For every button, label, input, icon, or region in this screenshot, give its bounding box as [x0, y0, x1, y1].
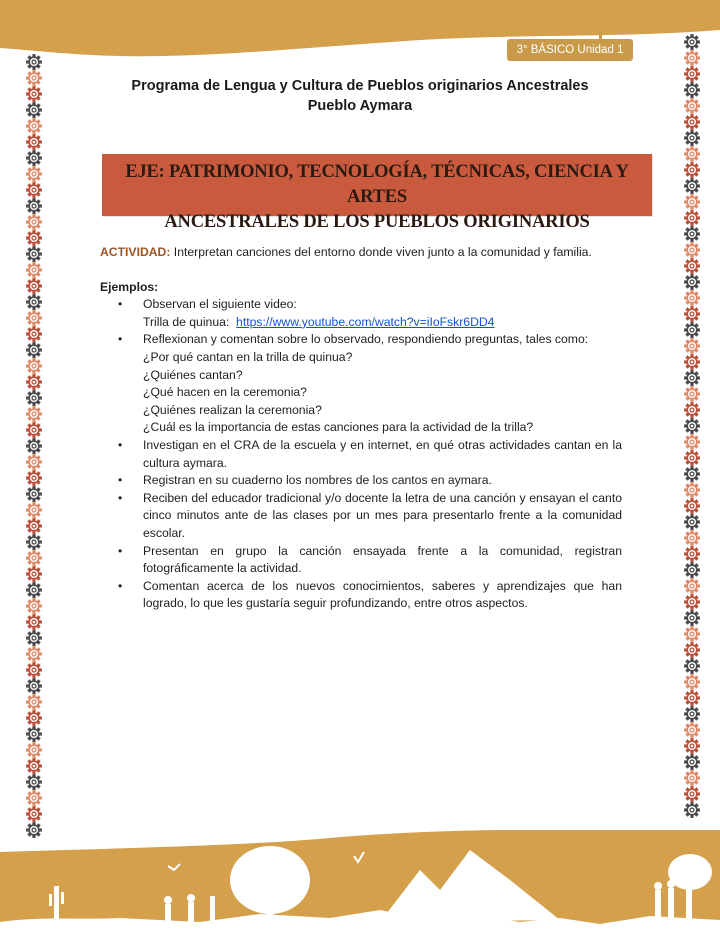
list-item-text: Reciben del educador tradicional y/o docente la letra de una canción y ensayan el canto cinco minutos ante de las clases por un mes para presentarlo frente a la comunidad escolar.: [143, 490, 622, 540]
gear-ornament-icon: [684, 674, 700, 690]
gear-ornament-icon: [26, 102, 42, 118]
gear-ornament-icon: [26, 118, 42, 134]
gear-ornament-icon: [26, 470, 42, 486]
gear-ornament-icon: [26, 710, 42, 726]
gear-ornament-icon: [684, 322, 700, 338]
bullet-icon: •: [118, 297, 123, 312]
question: ¿Cuál es la importancia de estas canciones para la actividad de la trilla?: [143, 420, 534, 435]
list-item-text: Presentan en grupo la canción ensayada frente a la comunidad, registran fotográficamente la actividad.: [143, 543, 622, 576]
examples-heading: Ejemplos:: [100, 279, 159, 294]
video-line: [143, 314, 622, 332]
list-item: [100, 437, 622, 472]
gear-ornament-icon: [26, 198, 42, 214]
gear-ornament-icon: [684, 98, 700, 114]
bullet-icon: •: [118, 437, 123, 452]
gear-ornament-icon: [26, 454, 42, 470]
gear-ornament-icon: [26, 518, 42, 534]
gear-ornament-icon: [684, 258, 700, 274]
gear-ornament-icon: [684, 306, 700, 322]
gear-ornament-icon: [684, 642, 700, 658]
video-link[interactable]: https://www.youtube.com/watch?v=iIoFskr6DD4: [236, 314, 495, 329]
program-title: [100, 76, 620, 116]
gear-ornament-icon: [684, 274, 700, 290]
gear-ornament-icon: [684, 130, 700, 146]
list-item: [100, 472, 622, 490]
program-title-line1: Programa de Lengua y Cultura de Pueblos originarios Ancestrales: [131, 78, 589, 94]
gear-ornament-icon: [684, 434, 700, 450]
gear-ornament-icon: [684, 418, 700, 434]
footer-landscape-band: [0, 830, 720, 932]
gear-ornament-icon: [26, 806, 42, 822]
gear-ornament-icon: [684, 354, 700, 370]
gear-ornament-icon: [684, 738, 700, 754]
gear-ornament-icon: [684, 690, 700, 706]
gear-ornament-icon: [26, 774, 42, 790]
gear-ornament-icon: [684, 722, 700, 738]
list-item: [100, 578, 622, 613]
gear-ornament-icon: [26, 214, 42, 230]
gear-ornament-icon: [26, 550, 42, 566]
gear-ornament-icon: [26, 726, 42, 742]
gear-ornament-icon: [26, 310, 42, 326]
gear-ornament-icon: [684, 50, 700, 66]
list-item-text: Observan el siguiente video:: [143, 297, 297, 312]
gear-ornament-icon: [26, 422, 42, 438]
gear-ornament-icon: [26, 502, 42, 518]
gear-ornament-icon: [684, 754, 700, 770]
list-item: [100, 296, 622, 331]
gear-ornament-icon: [26, 438, 42, 454]
gear-ornament-icon: [26, 534, 42, 550]
list-item: [100, 331, 622, 437]
gear-ornament-icon: [26, 230, 42, 246]
examples-list: [100, 296, 622, 613]
bullet-icon: •: [118, 490, 123, 505]
gear-ornament-icon: [684, 626, 700, 642]
activity-label: ACTIVIDAD:: [100, 245, 171, 259]
gear-ornament-icon: [26, 694, 42, 710]
gear-ornament-icon: [684, 370, 700, 386]
gear-ornament-icon: [684, 82, 700, 98]
question: ¿Quiénes cantan?: [143, 367, 243, 382]
gear-ornament-icon: [684, 802, 700, 818]
gear-ornament-icon: [684, 34, 700, 50]
bullet-icon: •: [118, 473, 123, 488]
list-item-text: Registran en su cuaderno los nombres de los cantos en aymara.: [143, 473, 492, 488]
gear-ornament-icon: [684, 450, 700, 466]
gear-ornament-icon: [26, 150, 42, 166]
activity-paragraph: [100, 244, 622, 262]
list-item-text: Investigan en el CRA de la escuela y en internet, en qué otras actividades cantan en la cultura aymara.: [143, 437, 622, 470]
gear-ornament-icon: [26, 406, 42, 422]
gear-ornament-icon: [684, 498, 700, 514]
gear-ornament-icon: [684, 66, 700, 82]
gear-ornament-icon: [26, 342, 42, 358]
gear-ornament-icon: [684, 226, 700, 242]
gear-ornament-icon: [684, 482, 700, 498]
gear-ornament-icon: [684, 706, 700, 722]
gear-ornament-icon: [26, 294, 42, 310]
gear-ornament-icon: [684, 578, 700, 594]
bullet-icon: •: [118, 543, 123, 558]
gear-ornament-icon: [684, 242, 700, 258]
gear-ornament-icon: [684, 562, 700, 578]
question: ¿Qué hacen en la ceremonia?: [143, 385, 307, 400]
gear-ornament-icon: [684, 178, 700, 194]
activity-content: [100, 244, 622, 613]
gear-ornament-icon: [684, 146, 700, 162]
gear-ornament-icon: [684, 114, 700, 130]
eje-banner: [102, 154, 652, 232]
gear-ornament-icon: [684, 466, 700, 482]
gear-ornament-icon: [684, 770, 700, 786]
gear-ornament-icon: [684, 610, 700, 626]
bullet-icon: •: [118, 332, 123, 347]
gear-ornament-icon: [684, 210, 700, 226]
list-item: [100, 490, 622, 543]
gear-ornament-icon: [26, 758, 42, 774]
unit-badge: 3° BÁSICO Unidad 1: [507, 39, 633, 61]
gear-ornament-icon: [684, 594, 700, 610]
video-label: Trilla de quinua:: [143, 314, 237, 329]
gear-ornament-icon: [26, 374, 42, 390]
gear-ornament-icon: [26, 358, 42, 374]
gear-ornament-icon: [26, 390, 42, 406]
gear-ornament-icon: [26, 54, 42, 70]
gear-ornament-icon: [26, 566, 42, 582]
gear-ornament-icon: [684, 162, 700, 178]
gear-ornament-icon: [26, 86, 42, 102]
gear-ornament-icon: [26, 182, 42, 198]
gear-ornament-icon: [684, 338, 700, 354]
question: ¿Quiénes realizan la ceremonia?: [143, 402, 322, 417]
activity-text: Interpretan canciones del entorno donde viven junto a la comunidad y familia.: [170, 245, 592, 259]
gear-ornament-icon: [26, 134, 42, 150]
gear-ornament-icon: [26, 662, 42, 678]
gear-ornament-icon: [26, 678, 42, 694]
gear-ornament-icon: [26, 278, 42, 294]
eje-line2: ANCESTRALES DE LOS PUEBLOS ORIGINARIOS: [164, 212, 590, 232]
gear-ornament-icon: [684, 402, 700, 418]
gear-ornament-icon: [26, 630, 42, 646]
gear-ornament-icon: [684, 546, 700, 562]
gear-ornament-icon: [26, 486, 42, 502]
program-title-line2: Pueblo Aymara: [307, 98, 413, 114]
list-item-text: Reflexionan y comentan sobre lo observado, respondiendo preguntas, tales como:: [143, 332, 589, 347]
gear-ornament-icon: [684, 530, 700, 546]
left-decorative-border: [24, 54, 44, 838]
eje-line1: EJE: PATRIMONIO, TECNOLOGÍA, TÉCNICAS, CIENCIA Y ARTES: [125, 162, 629, 207]
question: ¿Por qué cantan en la trilla de quinua?: [143, 349, 353, 364]
gear-ornament-icon: [684, 194, 700, 210]
gear-ornament-icon: [26, 614, 42, 630]
gear-ornament-icon: [26, 598, 42, 614]
gear-ornament-icon: [26, 246, 42, 262]
gear-ornament-icon: [26, 326, 42, 342]
gear-ornament-icon: [684, 290, 700, 306]
gear-ornament-icon: [684, 786, 700, 802]
gear-ornament-icon: [26, 262, 42, 278]
gear-ornament-icon: [684, 514, 700, 530]
gear-ornament-icon: [26, 70, 42, 86]
gear-ornament-icon: [26, 790, 42, 806]
list-item: [100, 543, 622, 578]
gear-ornament-icon: [684, 658, 700, 674]
bullet-icon: •: [118, 578, 123, 593]
gear-ornament-icon: [26, 646, 42, 662]
gear-ornament-icon: [26, 582, 42, 598]
gear-ornament-icon: [26, 166, 42, 182]
list-item-text: Comentan acerca de los nuevos conocimientos, saberes y aprendizajes que han logrado, lo que les gustaría seguir profundizando, entre otros aspectos.: [143, 578, 622, 611]
gear-ornament-icon: [684, 386, 700, 402]
right-decorative-border: [682, 34, 702, 818]
gear-ornament-icon: [26, 742, 42, 758]
